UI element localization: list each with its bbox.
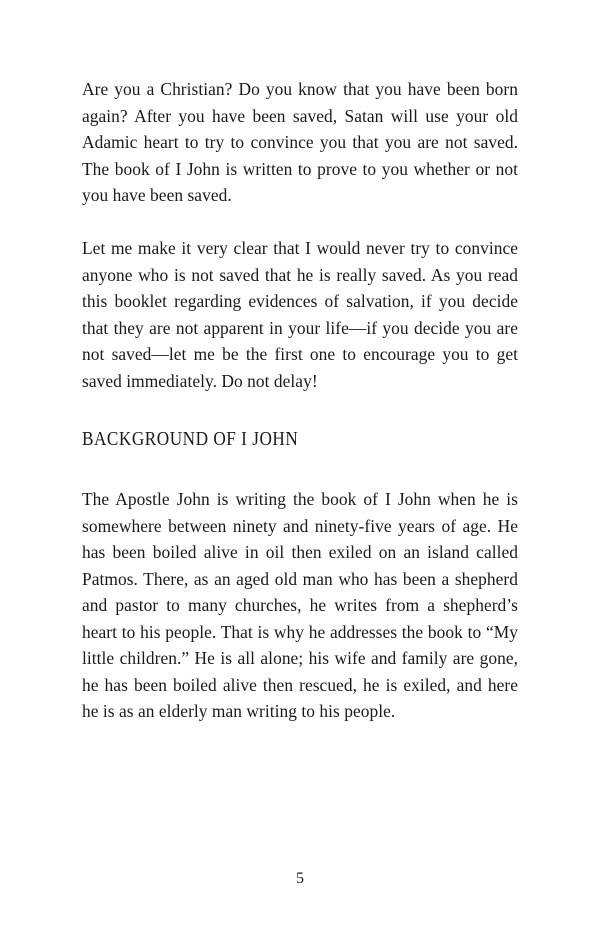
section-heading: BACKGROUND OF I JOHN (82, 428, 299, 450)
intro-paragraph-2: Let me make it very clear that I would never try to convince anyone who is not saved that he is really saved. As you read this booklet regarding evidences of salvation, if you decide that they are not apparent in your life—if you decide you are not saved—let me be the first one to encourage you to get saved immediately. Do not delay! (82, 238, 518, 391)
page-content (82, 76, 518, 721)
section-body-paragraph: The Apostle John is writing the book of I John when he is somewhere between ninety and ninety-five years of age. He has been boiled alive in oil then exiled on an island called Patmos. There, as an aged old man who has been a shepherd and pastor to many churches, he writes from a shepherd’s heart to his people. That is why he addresses the book to “My little children.” He is all alone; his wife and family are gone, he has been boiled alive then rescued, he is exiled, and here he is as an elderly man writing to his people. (82, 489, 518, 721)
page-number: 5 (296, 870, 304, 887)
intro-paragraph-1: Are you a Christian? Do you know that you have been born again? After you have been saved, Satan will use your old Adamic heart to try to convince you that you are not saved. The book of I John is written to prove to you whether or not you have been saved. (82, 79, 518, 205)
